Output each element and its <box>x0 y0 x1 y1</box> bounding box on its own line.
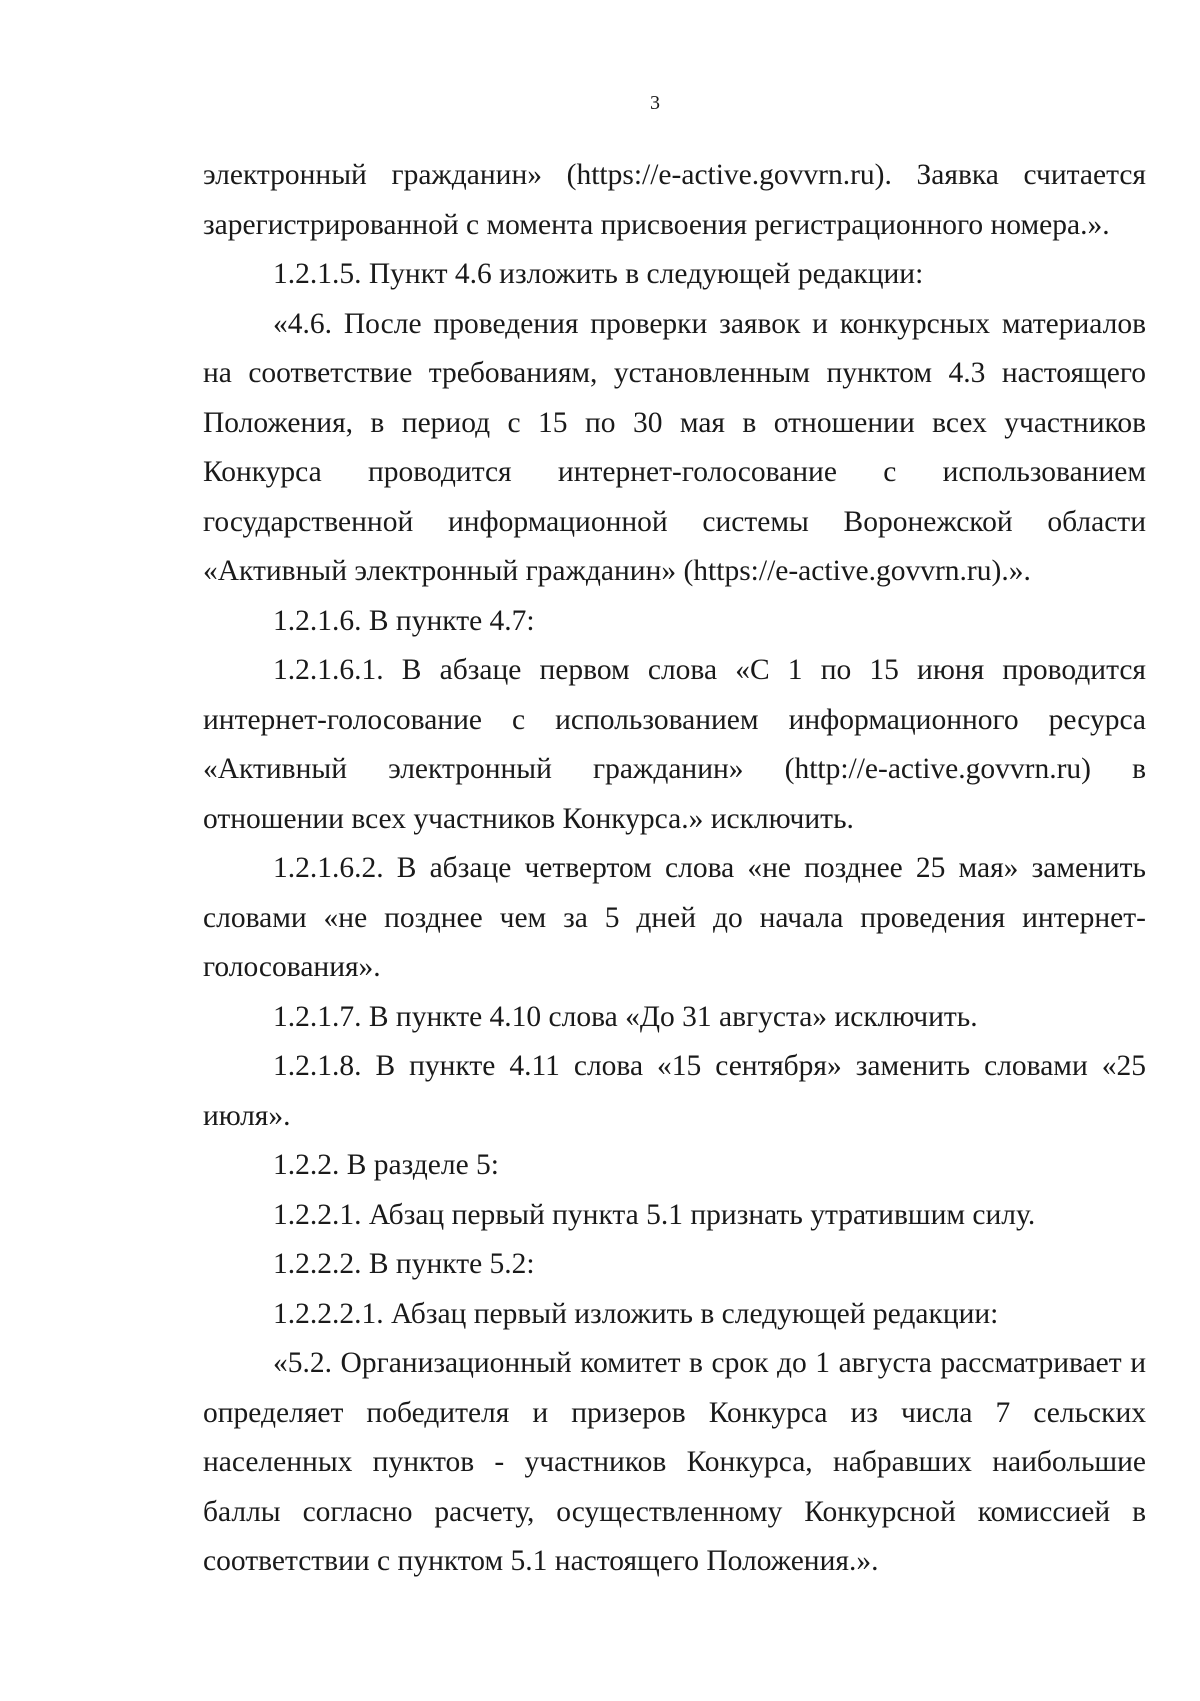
paragraph-1-2-1-5: 1.2.1.5. Пункт 4.6 изложить в следующей редакции: <box>273 258 924 290</box>
paragraph-1-2-2: 1.2.2. В разделе 5: <box>273 1149 500 1181</box>
paragraph-1-2-2-1: 1.2.2.1. Абзац первый пункта 5.1 признать утратившим силу. <box>273 1198 1036 1231</box>
paragraph-1-2-2-2: 1.2.2.2. В пункте 5.2: <box>273 1248 535 1280</box>
paragraph-1-2-2-2-1: 1.2.2.2.1. Абзац первый изложить в следующей редакции: <box>273 1297 999 1330</box>
paragraph-continuation: электронный гражданин» (https://e-active.govvrn.ru). Заявка считается зарегистрированной с момента присвоения регистрационного номера.». <box>203 159 1146 241</box>
document-body <box>203 151 1146 1587</box>
paragraph-1-2-1-6-1: 1.2.1.6.1. В абзаце первом слова «С 1 по 15 июня проводится интернет-голосование с использованием информационного ресурса «Активный электронный гражданин» (http://e-active.govvrn.ru) в отношении всех участников Конкурса.» исключить. <box>203 654 1146 835</box>
page-number: 3 <box>650 92 660 114</box>
paragraph-quote-5-2: «5.2. Организационный комитет в срок до 1 августа рассматривает и определяет победителя и призеров Конкурса из числа 7 сельских населенных пунктов - участников Конкурса, набравших наибольшие баллы согласно расчету, осуществленному Конкурсной комиссией в соответствии с пунктом 5.1 настоящего Положения.». <box>203 1347 1146 1577</box>
paragraph-1-2-1-7: 1.2.1.7. В пункте 4.10 слова «До 31 августа» исключить. <box>273 1000 978 1033</box>
paragraph-1-2-1-6: 1.2.1.6. В пункте 4.7: <box>273 604 535 637</box>
paragraph-quote-4-6: «4.6. После проведения проверки заявок и конкурсных материалов на соответствие требованиям, установленным пунктом 4.3 настоящего Положения, в период с 15 по 30 мая в отношении всех участников Конкурса проводится интернет-голосование с использованием государственной информационной системы Воронежской области «Активный электронный гражданин» (https://e-active.govvrn.ru).». <box>203 307 1146 587</box>
paragraph-1-2-1-6-2: 1.2.1.6.2. В абзаце четвертом слова «не позднее 25 мая» заменить словами «не позднее чем за 5 дней до начала проведения интернет-голосования». <box>203 852 1146 983</box>
paragraph-1-2-1-8: 1.2.1.8. В пункте 4.11 слова «15 сентября» заменить словами «25 июля». <box>203 1050 1146 1132</box>
